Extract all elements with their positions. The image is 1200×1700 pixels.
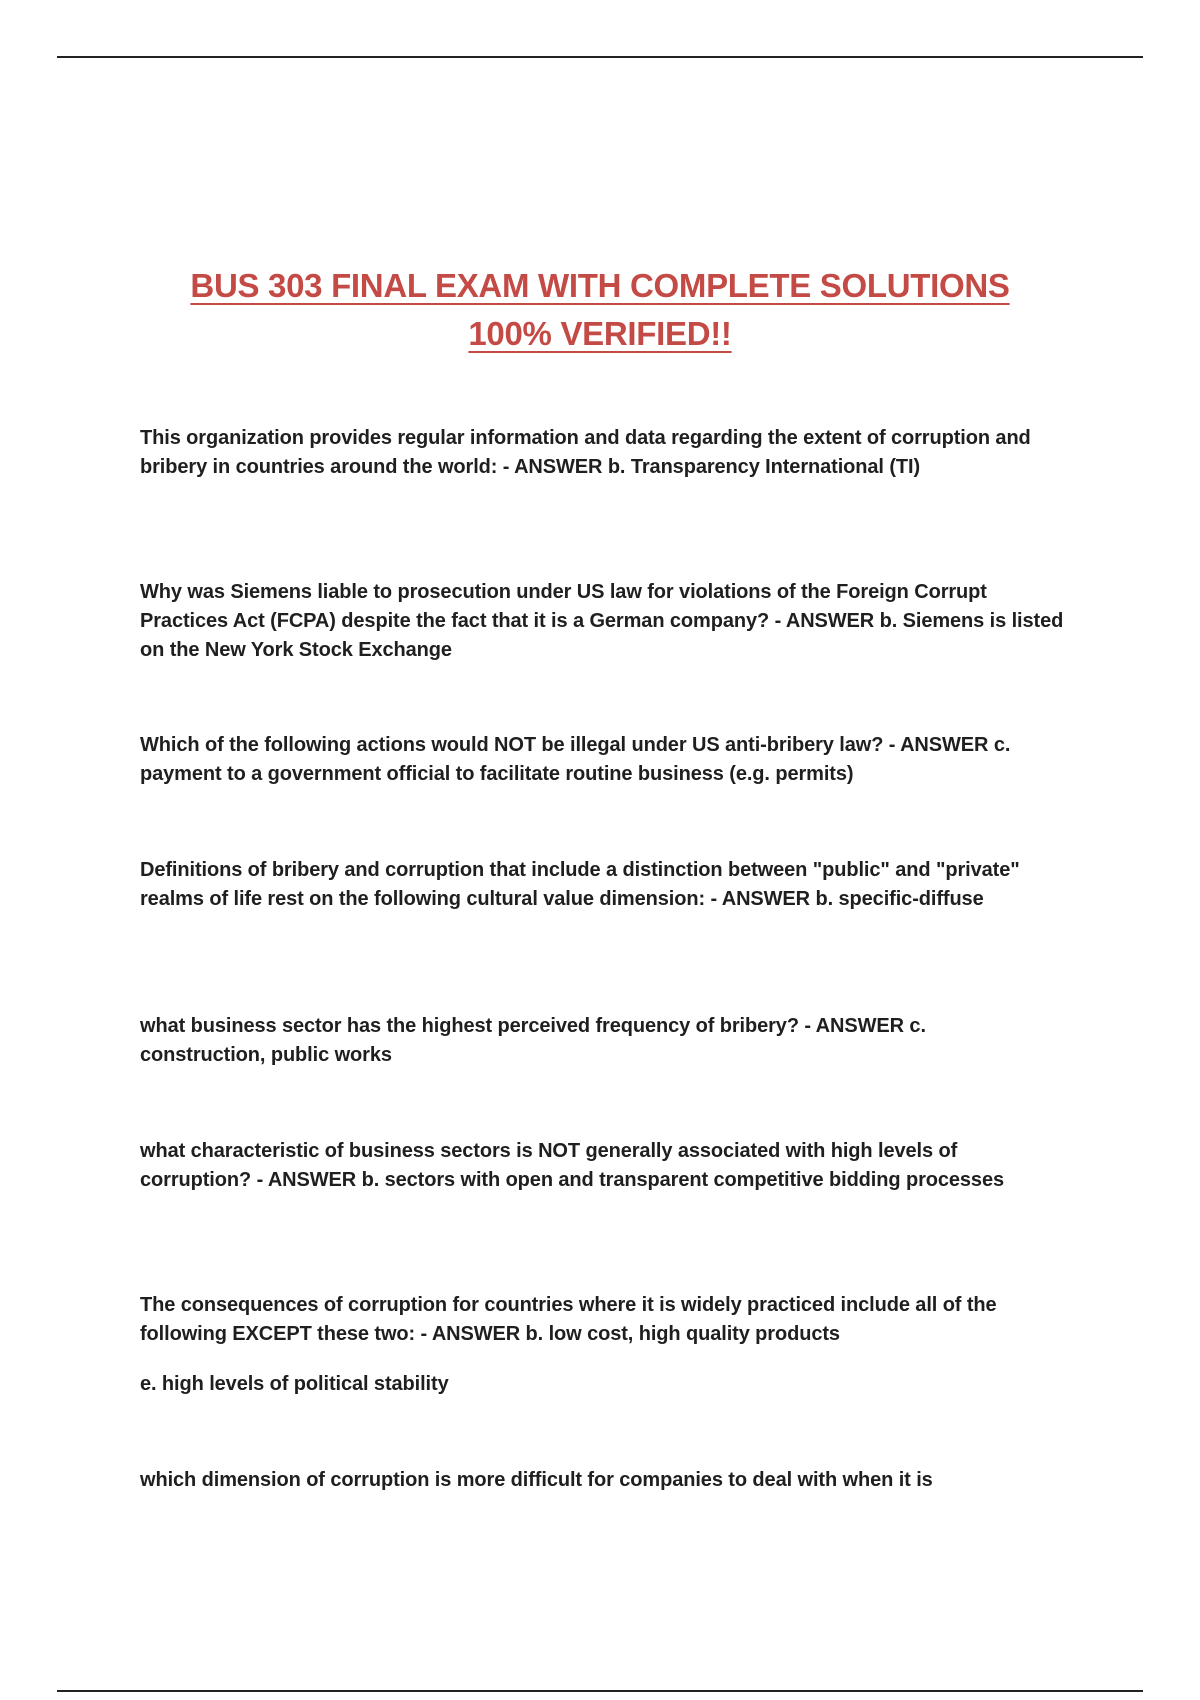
document-title	[110, 262, 1090, 358]
question-answer-5: what business sector has the highest perceived frequency of bribery? - ANSWER c. construction, public works	[140, 1015, 926, 1066]
question-answer-3: Which of the following actions would NOT be illegal under US anti-bribery law? - ANSWER c. payment to a government official to facilitate routine business (e.g. permits)	[140, 734, 1011, 785]
top-divider	[57, 56, 1143, 58]
question-answer-4: Definitions of bribery and corruption that include a distinction between "public" and "private" realms of life rest on the following cultural value dimension: - ANSWER b. specific-diffuse	[140, 859, 1020, 910]
title-line-1: BUS 303 FINAL EXAM WITH COMPLETE SOLUTIONS	[190, 267, 1010, 304]
question-answer-1: This organization provides regular information and data regarding the extent of corruption and bribery in countries around the world: - ANSWER b. Transparency International (TI)	[140, 427, 1031, 478]
question-answer-8: which dimension of corruption is more difficult for companies to deal with when it is	[140, 1469, 933, 1491]
title-line-2: 100% VERIFIED!!	[468, 315, 732, 352]
question-answer-2: Why was Siemens liable to prosecution under US law for violations of the Foreign Corrupt Practices Act (FCPA) despite the fact that it is a German company? - ANSWER b. Siemens is listed on the New York Stock Exchange	[140, 581, 1064, 661]
question-answer-6: what characteristic of business sectors is NOT generally associated with high levels of corruption? - ANSWER b. sectors with open and transparent competitive bidding processes	[140, 1140, 1005, 1191]
question-answer-7-continued: e. high levels of political stability	[140, 1373, 449, 1395]
question-answer-7: The consequences of corruption for countries where it is widely practiced include all of the following EXCEPT these two: - ANSWER b. low cost, high quality products	[140, 1294, 997, 1345]
bottom-divider	[57, 1690, 1143, 1692]
